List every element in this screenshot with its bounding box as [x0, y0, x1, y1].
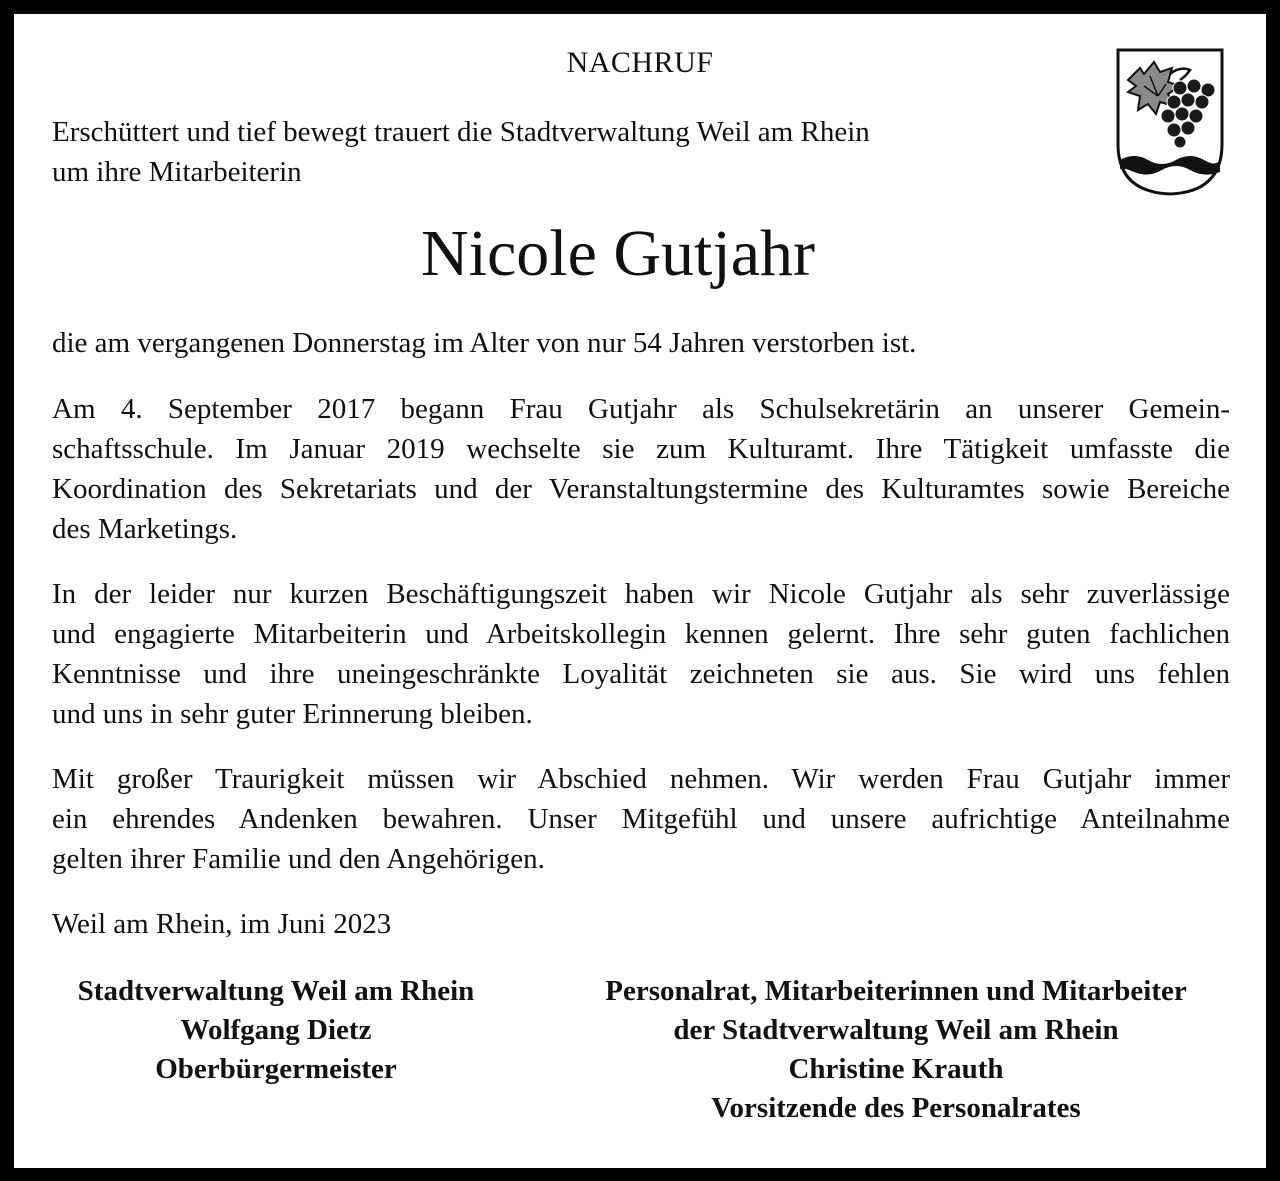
- signature-line: Christine Krauth: [788, 1053, 1004, 1085]
- intro-text: [52, 112, 1012, 192]
- paragraph-appreciation: [52, 574, 1230, 734]
- paragraph-line: Am 4. September 2017 begann Frau Gutjahr als Schulsekretärin an unserer Gemein-: [52, 393, 1230, 425]
- signature-line: Oberbürgermeister: [155, 1053, 397, 1085]
- signature-line: Personalrat, Mitarbeiterinnen und Mitarbeiter: [605, 975, 1187, 1007]
- paragraph-line: ein ehrendes Andenken bewahren. Unser Mitgefühl und unsere aufrichtige Anteilnahme: [52, 803, 1230, 835]
- paragraph-line: die am vergangenen Donnerstag im Alter von nur 54 Jahren verstorben ist.: [52, 327, 917, 359]
- intro-line: Erschüttert und tief bewegt trauert die Stadtverwaltung Weil am Rhein: [52, 116, 870, 148]
- paragraph-line: Koordination des Sekretariats und der Veranstaltungstermine des Kulturamtes sowie Bereiche: [52, 473, 1230, 505]
- paragraph-line: Mit großer Traurigkeit müssen wir Abschied nehmen. Wir werden Frau Gutjahr immer: [52, 763, 1230, 795]
- paragraph-line: des Marketings.: [52, 513, 238, 545]
- signature-line: Wolfgang Dietz: [180, 1014, 372, 1046]
- paragraph-line: schaftsschule. Im Januar 2019 wechselte sie zum Kulturamt. Ihre Tätigkeit umfasste die: [52, 433, 1230, 465]
- signature-block-city: [40, 972, 512, 1089]
- paragraph-line: In der leider nur kurzen Beschäftigungszeit haben wir Nicole Gutjahr als sehr zuverlässige: [52, 578, 1230, 610]
- signature-line: Stadtverwaltung Weil am Rhein: [77, 975, 475, 1007]
- paragraph-line: Kenntnisse und ihre uneingeschränkte Loyalität zeichneten sie aus. Sie wird uns fehlen: [52, 658, 1230, 690]
- signature-block-staff-council: [560, 972, 1232, 1128]
- notice-heading: NACHRUF: [566, 46, 714, 79]
- place-date-line: [52, 904, 1230, 944]
- paragraph-farewell: [52, 759, 1230, 879]
- intro-line: um ihre Mitarbeiterin: [52, 156, 302, 188]
- signature-line: Vorsitzende des Personalrates: [711, 1092, 1081, 1124]
- coat-of-arms-grape-vine-icon: [1114, 46, 1226, 198]
- paragraph-line: und uns in sehr guter Erinnerung bleiben.: [52, 698, 533, 730]
- deceased-name: Nicole Gutjahr: [420, 217, 816, 290]
- paragraph-line: gelten ihrer Familie und den Angehörigen.: [52, 843, 545, 875]
- paragraph-line: und engagierte Mitarbeiterin und Arbeitskollegin kennen gelernt. Ihre sehr guten fachlichen: [52, 618, 1230, 650]
- signature-line: der Stadtverwaltung Weil am Rhein: [673, 1014, 1119, 1046]
- paragraph-passing: [52, 323, 1230, 363]
- paragraph-career: [52, 389, 1230, 549]
- paragraph-line: Weil am Rhein, im Juni 2023: [52, 908, 392, 940]
